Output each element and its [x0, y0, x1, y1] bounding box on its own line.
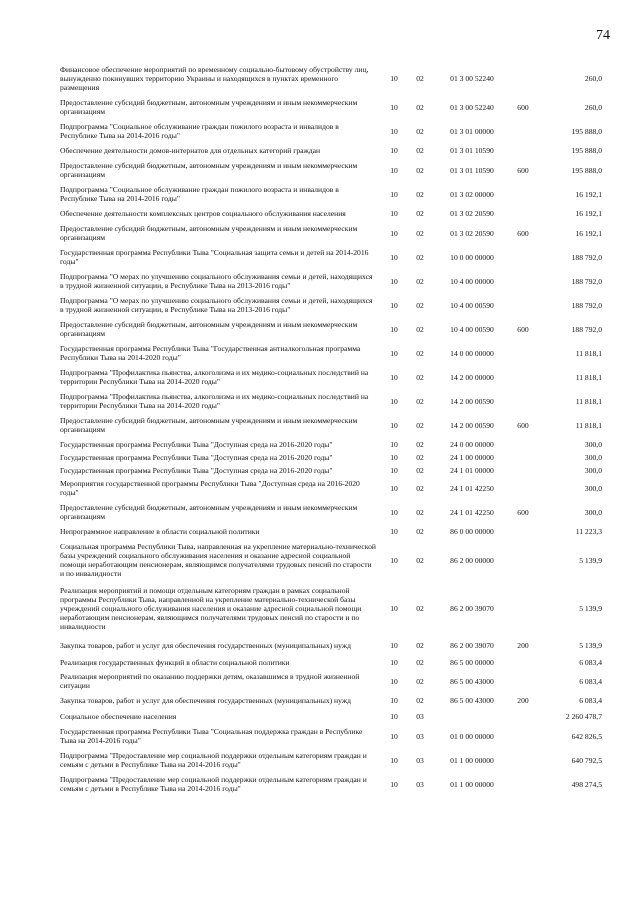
- row-target-article: 01 1 00 00000: [450, 755, 494, 765]
- table-row: [60, 711, 602, 722]
- row-subsection: 02: [416, 483, 424, 493]
- row-target-article: 01 3 02 00000: [450, 189, 494, 199]
- row-subsection: 02: [416, 676, 424, 686]
- row-name: Реализация мероприятий по оказанию поддержки детям, оказавшимся в трудной жизненной ситуации: [60, 672, 360, 690]
- row-amount: 300,0: [584, 466, 602, 475]
- row-section: 10: [390, 453, 398, 462]
- row-section: 10: [390, 209, 398, 218]
- row-target-article: 86 5 00 43000: [450, 696, 494, 705]
- row-target-article: 01 3 01 10590: [450, 165, 494, 175]
- row-amount: 11 818,1: [575, 372, 602, 382]
- row-name: Подпрограмма "О мерах по улучшению социального обслуживания семьи и детей, находящихся в трудной жизненной ситуации, в Республике Тыва на 2013-2016 годы": [60, 272, 373, 290]
- row-amount: 2 260 478,7: [565, 712, 602, 721]
- row-section: 10: [390, 74, 398, 83]
- row-section: 10: [390, 440, 398, 449]
- row-subsection: 02: [416, 300, 424, 310]
- row-amount: 11 818,1: [575, 348, 602, 358]
- row-amount: 5 139,9: [579, 641, 602, 650]
- row-section: 10: [390, 324, 398, 334]
- row-section: 10: [390, 755, 398, 765]
- row-amount: 498 274,5: [571, 779, 602, 789]
- row-subsection: 02: [416, 440, 424, 449]
- row-amount: 260,0: [584, 74, 602, 83]
- row-target-article: 24 1 00 00000: [450, 453, 494, 462]
- table-row: [60, 160, 602, 180]
- row-subsection: 02: [416, 527, 424, 536]
- row-name: Мероприятия государственной программы Республики Тыва "Доступная среда на 2016-2020 годы": [60, 479, 360, 497]
- row-subsection: 03: [416, 779, 424, 789]
- table-row: [60, 223, 602, 243]
- row-subsection: 02: [416, 189, 424, 199]
- row-target-article: 24 1 01 42250: [450, 483, 494, 493]
- row-section: 10: [390, 527, 398, 536]
- row-amount: 300,0: [584, 483, 602, 493]
- row-section: 10: [390, 300, 398, 310]
- table-row: [60, 671, 602, 691]
- table-row: [60, 247, 602, 267]
- row-name: Финансовое обеспечение мероприятий по временному социально-бытовому обустройству лиц, вынужденно покинувших территорию Украины и находящихся в пунктах временного размещения: [60, 65, 369, 92]
- row-name: Государственная программа Республики Тыва "Социальная защита семьи и детей на 2014-2016 годы": [60, 248, 369, 266]
- row-subsection: 02: [416, 396, 424, 406]
- row-section: 10: [390, 731, 398, 741]
- row-target-article: 24 1 01 42250: [450, 507, 494, 517]
- table-row: [60, 726, 602, 746]
- table-row: [60, 271, 602, 291]
- row-subsection: 02: [416, 146, 424, 155]
- row-target-article: 86 5 00 43000: [450, 676, 494, 686]
- row-subsection: 03: [416, 731, 424, 741]
- row-subsection: 02: [416, 74, 424, 83]
- row-expense-type: 600: [517, 228, 529, 238]
- row-name: Государственная программа Республики Тыва "Доступная среда на 2016-2020 годы": [60, 440, 333, 449]
- row-name: Государственная программа Республики Тыва "Государственная антиалкогольная программа Республики Тыва на 2014-2020 годы": [60, 344, 361, 362]
- row-subsection: 02: [416, 165, 424, 175]
- row-target-article: 86 5 00 00000: [450, 658, 494, 667]
- row-subsection: 02: [416, 102, 424, 112]
- budget-table: [60, 64, 602, 798]
- row-amount: 16 192,1: [575, 189, 602, 199]
- row-target-article: 10 4 00 00590: [450, 300, 494, 310]
- row-section: 10: [390, 165, 398, 175]
- table-row: [60, 97, 602, 117]
- row-section: 10: [390, 555, 398, 565]
- row-name: Социальная программа Республики Тыва, направленная на укрепление материально-технической базы учреждений социального обслуживания населения и оказание адресной социальной помощи неработающим пенсионерам, являющимся получателями трудовых пенсий по старости и по инвалидности: [60, 542, 376, 578]
- row-section: 10: [390, 604, 398, 613]
- row-amount: 195 888,0: [571, 146, 602, 155]
- row-subsection: 02: [416, 420, 424, 430]
- row-name: Предоставление субсидий бюджетным, автономным учреждениям и иным некоммерческим организациям: [60, 320, 358, 338]
- row-subsection: 02: [416, 228, 424, 238]
- row-name: Государственная программа Республики Тыва "Доступная среда на 2016-2020 годы": [60, 453, 333, 462]
- row-amount: 260,0: [584, 102, 602, 112]
- table-row: [60, 145, 602, 156]
- row-name: Социальное обеспечение населения: [60, 712, 177, 721]
- row-name: Обеспечение деятельности домов-интернатов для отдельных категорий граждан: [60, 146, 321, 155]
- row-target-article: 01 1 00 00000: [450, 779, 494, 789]
- row-target-article: 01 3 02 20590: [450, 209, 494, 218]
- row-target-article: 86 0 00 00000: [450, 527, 494, 536]
- row-subsection: 02: [416, 372, 424, 382]
- row-subsection: 02: [416, 252, 424, 262]
- row-target-article: 10 0 00 00000: [450, 252, 494, 262]
- row-section: 10: [390, 779, 398, 789]
- row-name: Подпрограмма "Социальное обслуживание граждан пожилого возраста и инвалидов в Республике Тыва на 2014-2016 годы": [60, 122, 339, 140]
- table-row: [60, 526, 602, 537]
- table-row: [60, 502, 602, 522]
- row-section: 10: [390, 420, 398, 430]
- row-subsection: 02: [416, 126, 424, 136]
- table-row: [60, 541, 602, 579]
- row-amount: 16 192,1: [575, 209, 602, 218]
- row-section: 10: [390, 483, 398, 493]
- row-section: 10: [390, 396, 398, 406]
- table-row: [60, 478, 602, 498]
- row-name: Обеспечение деятельности комплексных центров социального обслуживания населения: [60, 209, 346, 218]
- row-name: Подпрограмма "Социальное обслуживание граждан пожилого возраста и инвалидов в Республике Тыва на 2014-2016 годы": [60, 185, 339, 203]
- row-subsection: 02: [416, 324, 424, 334]
- row-target-article: 01 3 00 52240: [450, 102, 494, 112]
- row-name: Подпрограмма "О мерах по улучшению социального обслуживания семьи и детей, находящихся в трудной жизненной ситуации, в Республике Тыва на 2013-2016 годы": [60, 296, 373, 314]
- row-amount: 300,0: [584, 440, 602, 449]
- row-amount: 5 139,9: [579, 555, 602, 565]
- row-target-article: 14 2 00 00000: [450, 372, 494, 382]
- row-subsection: 02: [416, 641, 424, 650]
- row-target-article: 14 0 00 00000: [450, 348, 494, 358]
- table-row: [60, 585, 602, 632]
- row-subsection: 02: [416, 466, 424, 475]
- row-amount: 16 192,1: [575, 228, 602, 238]
- row-name: Непрограммное направление в области социальной политики: [60, 527, 260, 536]
- row-section: 10: [390, 146, 398, 155]
- table-row: [60, 695, 602, 706]
- table-row: [60, 415, 602, 435]
- row-expense-type: 200: [517, 696, 529, 705]
- row-section: 10: [390, 676, 398, 686]
- row-expense-type: 200: [517, 641, 529, 650]
- row-target-article: 86 2 00 00000: [450, 555, 494, 565]
- row-section: 10: [390, 372, 398, 382]
- row-subsection: 02: [416, 507, 424, 517]
- row-target-article: 24 1 01 00000: [450, 466, 494, 475]
- row-section: 10: [390, 641, 398, 650]
- row-subsection: 02: [416, 209, 424, 218]
- row-amount: 6 083,4: [579, 676, 602, 686]
- row-name: Закупка товаров, работ и услуг для обеспечения государственных (муниципальных) нужд: [60, 696, 351, 705]
- row-target-article: 86 2 00 39070: [450, 604, 494, 613]
- row-name: Закупка товаров, работ и услуг для обеспечения государственных (муниципальных) нужд: [60, 641, 351, 650]
- row-section: 10: [390, 276, 398, 286]
- row-amount: 11 818,1: [575, 396, 602, 406]
- row-name: Подпрограмма "Предоставление мер социальной поддержки отдельным категориям граждан и семьям с детьми в Республике Тыва на 2014-2016 годы": [60, 751, 367, 769]
- table-row: [60, 184, 602, 204]
- table-row: [60, 295, 602, 315]
- table-row: [60, 64, 602, 93]
- row-name: Предоставление субсидий бюджетным, автономным учреждениям и иным некоммерческим организациям: [60, 98, 358, 116]
- row-name: Предоставление субсидий бюджетным, автономным учреждениям и иным некоммерческим организациям: [60, 416, 358, 434]
- row-section: 10: [390, 189, 398, 199]
- row-amount: 188 792,0: [571, 324, 602, 334]
- table-row: [60, 750, 602, 770]
- row-section: 10: [390, 507, 398, 517]
- row-amount: 11 223,3: [575, 527, 602, 536]
- table-row: [60, 452, 602, 463]
- row-target-article: 01 3 01 10590: [450, 146, 494, 155]
- row-section: 10: [390, 348, 398, 358]
- row-name: Подпрограмма "Профилактика пьянства, алкоголизма и их медико-социальных последствий на территории Республики Тыва на 2014-2020 годы": [60, 368, 369, 386]
- row-amount: 6 083,4: [579, 658, 602, 667]
- row-expense-type: 600: [517, 507, 529, 517]
- row-subsection: 02: [416, 555, 424, 565]
- row-amount: 195 888,0: [571, 126, 602, 136]
- row-name: Подпрограмма "Предоставление мер социальной поддержки отдельным категориям граждан и семьям с детьми в Республике Тыва на 2014-2016 годы": [60, 775, 367, 793]
- row-target-article: 01 3 00 52240: [450, 74, 494, 83]
- row-expense-type: 600: [517, 165, 529, 175]
- table-row: [60, 640, 602, 651]
- row-section: 10: [390, 658, 398, 667]
- table-row: [60, 774, 602, 794]
- row-target-article: 24 0 00 00000: [450, 440, 494, 449]
- row-name: Реализация мероприятий и помощи отдельным категориям граждан в рамках социальной программы Республики Тыва, направленной на укрепление материально-технической базы учреждений социального обслуживания населения и оказание адресной социальной помощи неработающим пенсионерам, являющимся получателями трудовых пенсий по старости и по инвалидности: [60, 586, 362, 631]
- row-target-article: 10 4 00 00590: [450, 324, 494, 334]
- row-subsection: 02: [416, 658, 424, 667]
- row-section: 10: [390, 228, 398, 238]
- row-name: Предоставление субсидий бюджетным, автономным учреждениям и иным некоммерческим организациям: [60, 224, 358, 242]
- row-target-article: 10 4 00 00000: [450, 276, 494, 286]
- row-section: 10: [390, 252, 398, 262]
- row-section: 10: [390, 126, 398, 136]
- row-subsection: 03: [416, 755, 424, 765]
- table-row: [60, 391, 602, 411]
- row-name: Государственная программа Республики Тыва "Социальная поддержка граждан в Республике Тыва на 2014-2016 годы": [60, 727, 363, 745]
- row-subsection: 02: [416, 604, 424, 613]
- table-row: [60, 439, 602, 450]
- row-amount: 188 792,0: [571, 252, 602, 262]
- row-amount: 640 792,5: [571, 755, 602, 765]
- row-amount: 6 083,4: [579, 696, 602, 705]
- row-section: 10: [390, 696, 398, 705]
- row-name: Реализация государственных функций в области социальной политики: [60, 658, 290, 667]
- row-subsection: 02: [416, 348, 424, 358]
- row-target-article: 86 2 00 39070: [450, 641, 494, 650]
- row-amount: 195 888,0: [571, 165, 602, 175]
- table-row: [60, 465, 602, 476]
- row-amount: 300,0: [584, 507, 602, 517]
- row-amount: 300,0: [584, 453, 602, 462]
- table-row: [60, 367, 602, 387]
- row-target-article: 01 0 00 00000: [450, 731, 494, 741]
- table-row: [60, 121, 602, 141]
- row-expense-type: 600: [517, 420, 529, 430]
- row-amount: 5 139,9: [579, 604, 602, 613]
- row-name: Предоставление субсидий бюджетным, автономным учреждениям и иным некоммерческим организациям: [60, 503, 358, 521]
- row-target-article: 01 3 01 00000: [450, 126, 494, 136]
- row-target-article: 14 2 00 00590: [450, 420, 494, 430]
- page-number: 74: [596, 28, 610, 43]
- row-target-article: 14 2 00 00590: [450, 396, 494, 406]
- row-amount: 642 826,5: [571, 731, 602, 741]
- row-amount: 188 792,0: [571, 276, 602, 286]
- row-subsection: 02: [416, 453, 424, 462]
- row-section: 10: [390, 712, 398, 721]
- row-amount: 11 818,1: [575, 420, 602, 430]
- row-target-article: 01 3 02 20590: [450, 228, 494, 238]
- row-name: Предоставление субсидий бюджетным, автономным учреждениям и иным некоммерческим организациям: [60, 161, 358, 179]
- row-expense-type: 600: [517, 102, 529, 112]
- row-expense-type: 600: [517, 324, 529, 334]
- table-row: [60, 657, 602, 668]
- row-name: Подпрограмма "Профилактика пьянства, алкоголизма и их медико-социальных последствий на территории Республики Тыва на 2014-2020 годы": [60, 392, 369, 410]
- row-amount: 188 792,0: [571, 300, 602, 310]
- row-section: 10: [390, 102, 398, 112]
- row-subsection: 02: [416, 696, 424, 705]
- row-subsection: 03: [416, 712, 424, 721]
- table-row: [60, 319, 602, 339]
- row-name: Государственная программа Республики Тыва "Доступная среда на 2016-2020 годы": [60, 466, 333, 475]
- table-row: [60, 208, 602, 219]
- table-row: [60, 343, 602, 363]
- row-section: 10: [390, 466, 398, 475]
- row-subsection: 02: [416, 276, 424, 286]
